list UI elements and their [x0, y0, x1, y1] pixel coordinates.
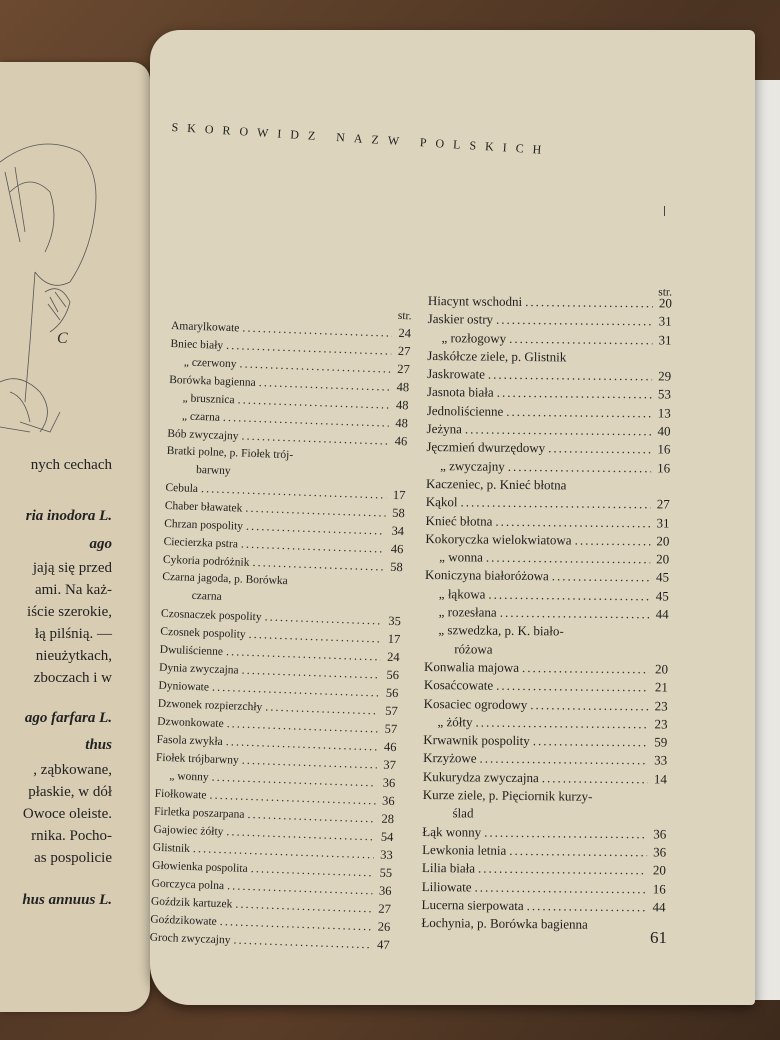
entry-page: 27 — [656, 496, 670, 512]
entry-page: 20 — [656, 551, 670, 567]
entry-name: „ żółty — [437, 713, 473, 730]
entry-page: 31 — [656, 514, 670, 531]
leader-dots — [479, 750, 648, 770]
entry-name: Bniec biały — [170, 337, 224, 352]
entry-page: 27 — [397, 343, 411, 359]
page-mark — [664, 206, 665, 216]
entry-page: 36 — [653, 825, 667, 842]
left-page-line: jają się przed — [32, 560, 112, 576]
entry-name: Ciecierzka pstra — [163, 535, 239, 551]
entry-page: 23 — [654, 697, 668, 714]
entry-name: Bób zwyczajny — [167, 427, 239, 443]
entry-name: Chrzan pospolity — [163, 517, 244, 533]
leader-dots — [496, 311, 653, 331]
entry-page: 35 — [388, 613, 402, 629]
entry-page: 21 — [654, 679, 668, 695]
entry-name: ślad — [452, 805, 474, 821]
leader-dots — [484, 823, 647, 843]
entry-page: 46 — [383, 739, 397, 755]
entry-page: 48 — [396, 379, 410, 395]
leader-dots — [506, 403, 652, 423]
entry-name: Jednoliścienne — [426, 402, 504, 419]
entry-name: Konwalia majowa — [424, 658, 520, 675]
entry-page: 27 — [396, 361, 410, 377]
leader-dots — [552, 568, 650, 587]
leader-dots — [500, 604, 650, 624]
entry-page: 54 — [380, 829, 394, 845]
entry-page: 20 — [654, 661, 669, 677]
entry-name: Borówka bagienna — [168, 373, 256, 389]
entry-name: Jaskier ostry — [427, 311, 494, 327]
entry-name: „ wonny — [169, 770, 209, 784]
left-page-line: ago farfara L. — [24, 710, 112, 726]
entry-page: 13 — [657, 405, 671, 421]
entry-page: 44 — [655, 606, 669, 622]
entry-name: „ zwyczajny — [440, 457, 505, 474]
entry-page: 16 — [657, 460, 671, 476]
right-page — [150, 30, 755, 1005]
entry-name: Lucerna sierpowata — [421, 896, 524, 913]
left-page-line: płaskie, w dół — [28, 784, 112, 800]
leader-dots — [475, 713, 648, 733]
entry-page: 31 — [658, 313, 672, 329]
entry-name: Jasnota biała — [426, 384, 494, 401]
entry-name: Kosaćcowate — [423, 677, 494, 693]
entry-page: 59 — [654, 734, 668, 750]
entry-name: „ rozłogowy — [441, 329, 507, 346]
entry-page: 29 — [658, 368, 672, 384]
left-page-line: iście szerokie, — [27, 604, 112, 620]
entry-name: Jęczmień dwurzędowy — [426, 439, 546, 456]
leader-dots — [488, 366, 652, 386]
entry-name: Hiacynt wschodni — [427, 292, 523, 309]
entry-name: Fiołkowate — [154, 787, 207, 802]
entry-name: Chaber bławatek — [164, 499, 243, 515]
entry-page: 34 — [391, 523, 405, 539]
entry-page: 14 — [653, 771, 667, 787]
leader-dots — [488, 585, 650, 605]
entry-name: Amarylkowate — [170, 319, 240, 335]
entry-name: „ brusznica — [182, 392, 235, 407]
entry-page: 36 — [378, 883, 392, 899]
leader-dots — [527, 897, 647, 917]
entry-name: Czarna jagoda, p. Borówka — [162, 570, 288, 588]
entry-name: Kaczeniec, p. Knieć błotna — [425, 475, 567, 493]
str-label: str. — [658, 286, 673, 299]
leader-dots — [548, 440, 651, 459]
entry-page: 28 — [381, 811, 395, 827]
entry-name: Kukurydza zwyczajna — [422, 768, 539, 785]
entry-page: 36 — [381, 793, 395, 809]
leader-dots — [465, 420, 652, 440]
left-page-line: , ząbkowane, — [33, 762, 112, 778]
entry-name: czarna — [191, 589, 222, 603]
leader-dots — [575, 531, 651, 550]
left-page-line: zboczach i w — [33, 670, 112, 686]
entry-page: 53 — [657, 386, 672, 403]
entry-name: Fiołek trójbarwny — [155, 751, 239, 767]
entry-name: Łąk wonny — [422, 823, 482, 840]
entry-name: Jaskrowate — [427, 366, 485, 382]
entry-page: 58 — [390, 559, 404, 575]
leader-dots — [460, 494, 650, 514]
entry-page: 33 — [654, 752, 668, 768]
entry-page: 20 — [658, 295, 672, 311]
entry-name: Cebula — [165, 481, 199, 496]
entry-page: 33 — [380, 847, 394, 863]
entry-page: 55 — [379, 865, 393, 881]
left-page — [0, 62, 150, 1012]
leader-dots — [522, 659, 649, 679]
entry-page: 57 — [384, 721, 398, 737]
left-page-line: ago — [89, 536, 112, 552]
entry-page: 17 — [387, 631, 401, 647]
entry-name: „ wonna — [439, 549, 483, 565]
index-column-left — [150, 300, 412, 954]
leader-dots — [542, 769, 648, 788]
leader-dots — [233, 931, 371, 954]
plant-illustration — [0, 132, 150, 452]
entry-page: 16 — [657, 441, 671, 457]
page-number: 61 — [650, 928, 667, 947]
leader-dots — [530, 696, 649, 716]
entry-name: Łochynia, p. Borówka bagienna — [421, 915, 588, 932]
page-header: SKOROWIDZ NAZW POLSKICH — [171, 120, 551, 158]
entry-name: Glistnik — [152, 841, 191, 855]
left-page-line: as pospolicie — [34, 850, 112, 866]
entry-page: 40 — [657, 423, 671, 439]
entry-page: 56 — [386, 667, 400, 683]
entry-name: Czosnaczek pospolity — [160, 607, 262, 624]
left-page-line: ami. Na każ- — [34, 582, 112, 598]
entry-name: Goździk kartuzek — [150, 895, 233, 911]
entry-name: Bratki polne, p. Fiołek trój- — [166, 444, 294, 462]
leader-dots — [486, 549, 650, 569]
entry-name: Krwawnik pospolity — [423, 732, 530, 749]
entry-page: 46 — [390, 541, 404, 557]
entry-name: Kokoryczka wielokwiatowa — [425, 530, 572, 548]
entry-name: Jaskółcze ziele, p. Glistnik — [427, 347, 567, 365]
entry-page: 24 — [386, 649, 400, 665]
left-page-line: łą pilśnią. — — [34, 626, 112, 642]
entry-name: barwny — [195, 463, 231, 478]
entry-name: Kosaciec ogrodowy — [423, 695, 528, 712]
entry-name: Lewkonia letnia — [422, 841, 507, 858]
entry-page: 45 — [655, 588, 669, 604]
entry-name: Kąkol — [425, 494, 458, 510]
entry-name: „ szwedzka, p. K. biało- — [438, 622, 564, 639]
leader-dots — [495, 512, 650, 532]
entry-name: Gorczyca polna — [151, 877, 225, 893]
left-page-line: nieużytkach, — [35, 648, 112, 664]
leader-dots — [475, 878, 647, 898]
entry-page: 46 — [394, 433, 408, 449]
entry-name: Dzwonkowate — [157, 715, 224, 731]
entry-page: 23 — [654, 716, 668, 732]
left-page-line: thus — [85, 737, 112, 753]
entry-page: 57 — [385, 703, 399, 719]
entry-name: Goździkowate — [150, 913, 217, 928]
entry-name: Krzyżowe — [423, 750, 477, 766]
leader-dots — [525, 293, 653, 313]
entry-name: różowa — [454, 640, 493, 657]
left-page-line: hus annuus L. — [22, 892, 112, 908]
entry-name: Dyniowate — [158, 679, 210, 694]
entry-page: 20 — [656, 533, 670, 549]
left-page-line: nych cechach — [30, 457, 112, 473]
entry-name: Jeżyna — [426, 421, 463, 437]
entry-name: „ łąkowa — [438, 585, 486, 602]
entry-name: Liliowate — [421, 878, 472, 894]
leader-dots — [496, 677, 649, 697]
index-entry — [427, 402, 671, 423]
leader-dots — [533, 732, 649, 752]
left-page-line: rnika. Pocho- — [31, 828, 112, 844]
entry-page: 36 — [382, 775, 396, 791]
leader-dots — [497, 384, 652, 404]
entry-page: 16 — [652, 880, 666, 897]
entry-name: Dwuliścienne — [159, 643, 224, 658]
entry-name: Kurze ziele, p. Pięciornik kurzy- — [422, 786, 593, 804]
entry-name: „ czerwony — [183, 356, 237, 371]
index-entry — [421, 914, 665, 935]
index-column-right — [421, 286, 673, 935]
entry-page: 48 — [395, 397, 409, 413]
entry-page: 31 — [658, 332, 672, 348]
entry-page: 48 — [395, 415, 409, 431]
entry-name: Koniczyna białoróżowa — [424, 567, 549, 584]
entry-name: Głowienka pospolita — [152, 859, 248, 875]
entry-page: 44 — [652, 899, 666, 915]
entry-page: 17 — [392, 487, 406, 503]
entry-name: Knieć błotna — [425, 512, 493, 529]
entry-name: „ rozesłana — [438, 604, 497, 620]
entry-page: 56 — [385, 685, 399, 701]
entry-page: 26 — [377, 919, 391, 934]
entry-page: 27 — [378, 901, 392, 917]
leader-dots — [478, 860, 647, 880]
str-label: str. — [397, 309, 412, 323]
entry-page: 20 — [652, 862, 667, 878]
leader-dots — [509, 842, 647, 862]
entry-name: „ czarna — [181, 410, 221, 424]
entry-page: 24 — [398, 325, 412, 341]
entry-name: Dynia zwyczajna — [158, 661, 239, 677]
entry-name: Czosnek pospolity — [160, 625, 246, 641]
entry-name: Gajowiec żółty — [153, 823, 224, 839]
entry-page: 36 — [653, 844, 667, 860]
entry-page: 58 — [391, 505, 405, 521]
entry-page: 47 — [376, 937, 390, 952]
entry-page: 45 — [655, 569, 670, 585]
left-page-line: Owoce oleiste. — [22, 806, 112, 822]
leader-dots — [508, 458, 652, 478]
entry-name: Groch zwyczajny — [150, 931, 231, 947]
entry-page: 37 — [383, 757, 397, 773]
left-page-line: ria inodora L. — [25, 508, 112, 524]
entry-name: Firletka poszarpana — [153, 805, 245, 821]
leader-dots — [509, 329, 653, 349]
entry-name: Lilia biała — [421, 860, 476, 876]
illustration-label: C — [57, 330, 68, 347]
entry-name: Dzwonek rozpierzchły — [157, 697, 263, 714]
entry-name: Cykoria podróżnik — [162, 553, 250, 569]
entry-name: Fasola zwykła — [156, 733, 223, 749]
